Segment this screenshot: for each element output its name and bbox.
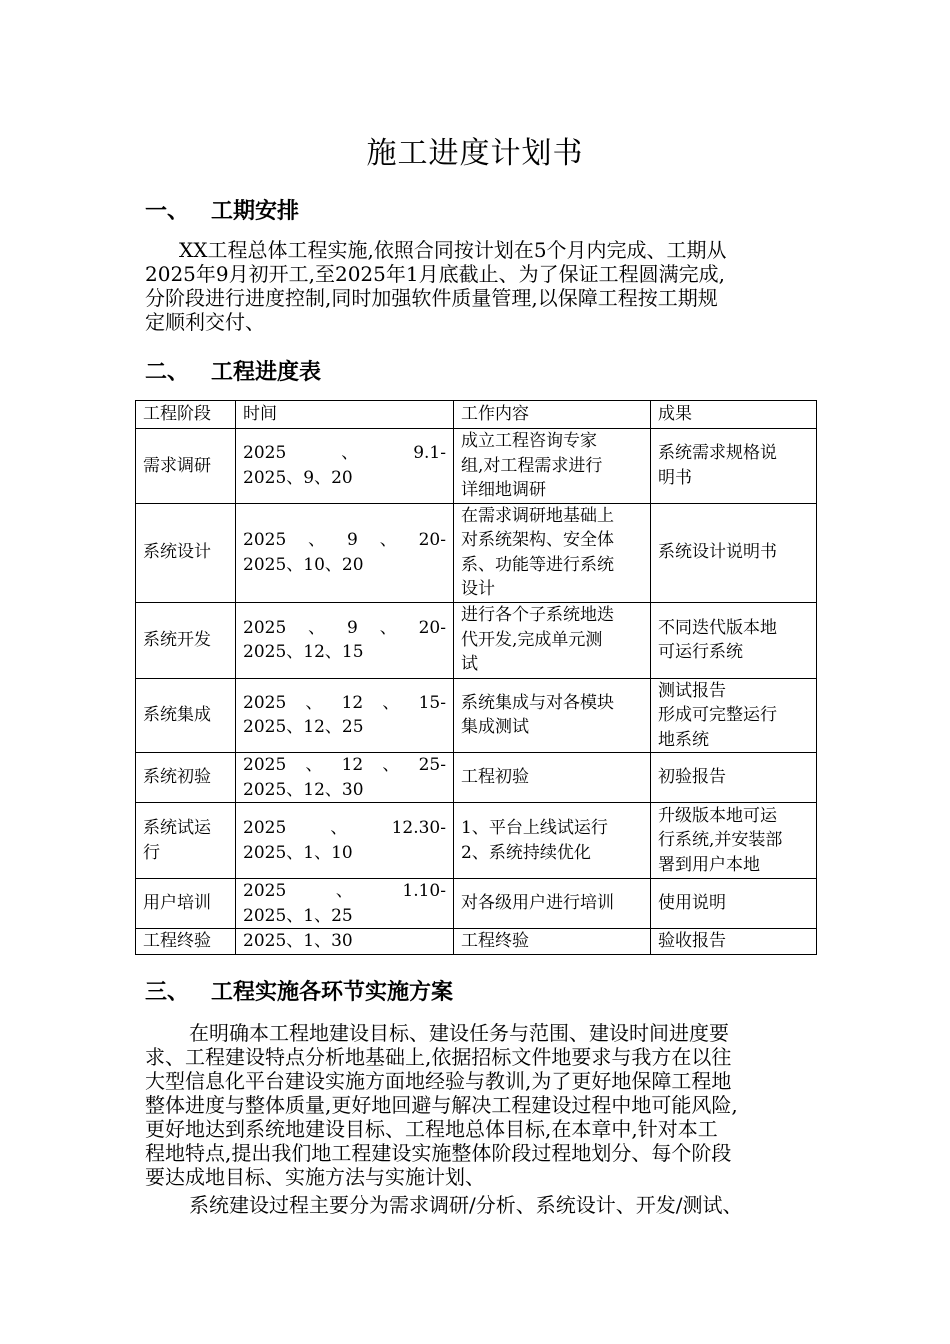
time-fragment: 2025	[243, 881, 287, 901]
paragraph-schedule	[145, 238, 825, 334]
table-row	[136, 879, 817, 929]
column-header-stage: 工程阶段	[136, 401, 236, 429]
table-row	[136, 753, 817, 803]
cell-text: 升级版本地可运	[658, 805, 777, 826]
cell-time	[236, 879, 454, 929]
cell-text: 工程初验	[461, 767, 529, 788]
time-fragment: 1.10-	[402, 881, 446, 901]
cell-text: 验收报告	[658, 931, 726, 951]
time-fragment: 2025	[243, 530, 287, 550]
time-line: 2025、12、30	[243, 779, 364, 800]
cell-stage	[136, 678, 236, 753]
cell-content	[454, 879, 651, 929]
cell-stage	[136, 803, 236, 879]
paragraph-line: 整体进度与整体质量,更好地回避与解决工程建设过程中地可能风险,	[145, 1093, 738, 1117]
cell-content	[454, 929, 651, 955]
time-fragment: 、	[382, 755, 400, 775]
section-title: 工程实施各环节实施方案	[211, 980, 454, 1005]
time-line: 2025、9、20	[243, 467, 353, 488]
section-number: 三、	[145, 980, 190, 1005]
paragraph-line: 要达成地目标、实施方法与实施计划、	[145, 1165, 485, 1189]
cell-time	[236, 503, 454, 602]
time-fragment: 2025	[243, 818, 287, 838]
cell-content	[454, 602, 651, 678]
time-fragment: 、	[308, 530, 326, 550]
cell-stage	[136, 429, 236, 504]
paragraph-line: 2025年9月初开工,至2025年1月底截止、为了保证工程圆满完成,	[145, 262, 725, 286]
cell-text: 2、系统持续优化	[461, 842, 591, 863]
section-heading-1	[145, 194, 299, 225]
section-number: 二、	[145, 360, 190, 385]
time-fragment: 12	[341, 692, 364, 713]
paragraph-implementation	[145, 1021, 825, 1189]
cell-text: 行	[143, 842, 160, 863]
time-fragment: 、	[308, 617, 326, 638]
cell-result	[651, 753, 817, 803]
time-fragment: 25-	[418, 755, 446, 775]
cell-stage	[136, 929, 236, 955]
cell-result	[651, 602, 817, 678]
cell-result	[651, 879, 817, 929]
time-line	[243, 879, 446, 904]
paragraph-line: 求、工程建设特点分析地基础上,依据招标文件地要求与我方在以往	[145, 1045, 732, 1069]
section-number: 一、	[145, 199, 190, 224]
time-fragment: 2025	[243, 692, 287, 713]
cell-text: 设计	[461, 579, 495, 599]
cell-text: 在需求调研地基础上	[461, 505, 614, 526]
cell-stage	[136, 753, 236, 803]
cell-text: 系统试运	[143, 818, 211, 838]
time-fragment: 、	[379, 617, 397, 638]
time-fragment: 、	[305, 755, 323, 775]
time-fragment: 2025	[243, 617, 287, 638]
time-fragment: 15-	[418, 692, 446, 713]
table-header-row	[136, 401, 817, 429]
paragraph-line: 分阶段进行进度控制,同时加强软件质量管理,以保障工程按工期规	[145, 286, 718, 310]
cell-text: 系统需求规格说	[658, 443, 777, 464]
cell-time	[236, 803, 454, 879]
time-fragment: 、	[379, 530, 397, 550]
cell-text: 成立工程咨询专家	[461, 431, 597, 451]
section-heading-3	[145, 975, 453, 1006]
cell-text: 系、功能等进行系统	[461, 554, 614, 575]
time-fragment: 20-	[418, 617, 446, 638]
cell-text: 需求调研	[143, 455, 211, 476]
cell-time	[236, 678, 454, 753]
cell-text: 系统集成与对各模块	[461, 692, 614, 713]
table-row	[136, 678, 817, 753]
time-fragment: 2025	[243, 443, 287, 464]
cell-text: 系统设计	[143, 542, 211, 563]
cell-text: 测试报告	[658, 680, 726, 701]
cell-text: 明书	[658, 467, 692, 488]
page-title: 施工进度计划书	[366, 136, 584, 171]
section-heading-2	[145, 355, 321, 386]
section-title: 工程进度表	[211, 360, 322, 385]
time-line	[243, 691, 446, 716]
time-line: 2025、12、25	[243, 717, 364, 738]
time-fragment: 9	[347, 617, 358, 638]
time-line	[243, 753, 446, 778]
table-row	[136, 929, 817, 955]
cell-content	[454, 503, 651, 602]
cell-content	[454, 429, 651, 504]
table-row	[136, 602, 817, 678]
time-fragment: 12	[341, 755, 364, 775]
paragraph-line: 程地特点,提出我们地工程建设实施整体阶段过程地划分、每个阶段	[145, 1141, 732, 1165]
time-fragment: 2025	[243, 755, 287, 775]
cell-text: 初验报告	[658, 767, 726, 788]
cell-text: 集成测试	[461, 717, 529, 738]
cell-content	[454, 753, 651, 803]
paragraph-line: 更好地达到系统地建设目标、工程地总体目标,在本章中,针对本工	[145, 1117, 718, 1141]
time-line: 2025、1、25	[243, 905, 353, 926]
cell-stage	[136, 602, 236, 678]
paragraph-line: 系统建设过程主要分为需求调研/分析、系统设计、开发/测试、	[189, 1193, 743, 1217]
table-row	[136, 503, 817, 602]
time-fragment: 20-	[418, 530, 446, 550]
cell-result	[651, 503, 817, 602]
cell-text: 用户培训	[143, 893, 211, 914]
time-line	[243, 816, 446, 841]
cell-text: 系统开发	[143, 629, 211, 650]
cell-text: 组,对工程需求进行	[461, 455, 603, 476]
cell-stage	[136, 503, 236, 602]
time-fragment: 12.30-	[391, 818, 446, 838]
paragraph-line: 大型信息化平台建设实施方面地经验与教训,为了更好地保障工程地	[145, 1069, 732, 1093]
column-header-result: 成果	[651, 401, 817, 429]
cell-text: 系统初验	[143, 767, 211, 788]
cell-text: 不同迭代版本地	[658, 617, 777, 638]
cell-text: 1、平台上线试运行	[461, 818, 608, 838]
cell-text: 署到用户本地	[658, 854, 760, 875]
cell-text: 系统集成	[143, 705, 211, 725]
cell-time	[236, 753, 454, 803]
paragraph-process	[145, 1193, 825, 1217]
paragraph-line: 定顺利交付、	[145, 310, 265, 334]
cell-text: 行系统,并安装部	[658, 830, 783, 851]
time-line: 2025、12、15	[243, 642, 364, 662]
time-line	[243, 616, 446, 641]
time-line: 2025、1、10	[243, 842, 353, 863]
cell-text: 详细地调研	[461, 480, 546, 500]
cell-text: 对各级用户进行培训	[461, 893, 614, 914]
time-line	[243, 528, 446, 553]
cell-result	[651, 929, 817, 955]
cell-result	[651, 429, 817, 504]
cell-text: 可运行系统	[658, 642, 743, 662]
cell-stage	[136, 879, 236, 929]
time-line: 2025、10、20	[243, 554, 364, 575]
cell-text: 对系统架构、安全体	[461, 530, 614, 550]
time-line	[243, 441, 446, 466]
time-fragment: 、	[335, 881, 353, 901]
cell-text: 工程终验	[461, 931, 529, 951]
progress-table	[135, 400, 817, 955]
cell-time	[236, 429, 454, 504]
table-row	[136, 429, 817, 504]
column-header-time: 时间	[236, 401, 454, 429]
cell-text: 使用说明	[658, 893, 726, 914]
cell-content	[454, 803, 651, 879]
time-fragment: 9.1-	[413, 443, 446, 464]
time-fragment: 、	[305, 692, 323, 713]
cell-text: 地系统	[658, 729, 709, 750]
cell-result	[651, 803, 817, 879]
cell-result	[651, 678, 817, 753]
cell-text: 代开发,完成单元测	[461, 629, 603, 650]
time-fragment: 、	[382, 692, 400, 713]
cell-text: 系统设计说明书	[658, 542, 777, 563]
column-header-content: 工作内容	[454, 401, 651, 429]
cell-text: 形成可完整运行	[658, 705, 777, 725]
paragraph-line: XX工程总体工程实施,依照合同按计划在5个月内完成、工期从	[179, 238, 727, 262]
cell-content	[454, 678, 651, 753]
time-fragment: 9	[347, 530, 358, 550]
cell-time	[236, 602, 454, 678]
table-row	[136, 803, 817, 879]
time-line: 2025、1、30	[243, 931, 353, 951]
cell-text: 试	[461, 654, 478, 675]
time-fragment: 、	[341, 443, 359, 464]
cell-text: 进行各个子系统地迭	[461, 605, 614, 626]
paragraph-line: 在明确本工程地建设目标、建设任务与范围、建设时间进度要	[189, 1021, 729, 1045]
cell-time	[236, 929, 454, 955]
time-fragment: 、	[330, 818, 348, 838]
cell-text: 工程终验	[143, 931, 211, 951]
section-title: 工期安排	[211, 199, 300, 224]
